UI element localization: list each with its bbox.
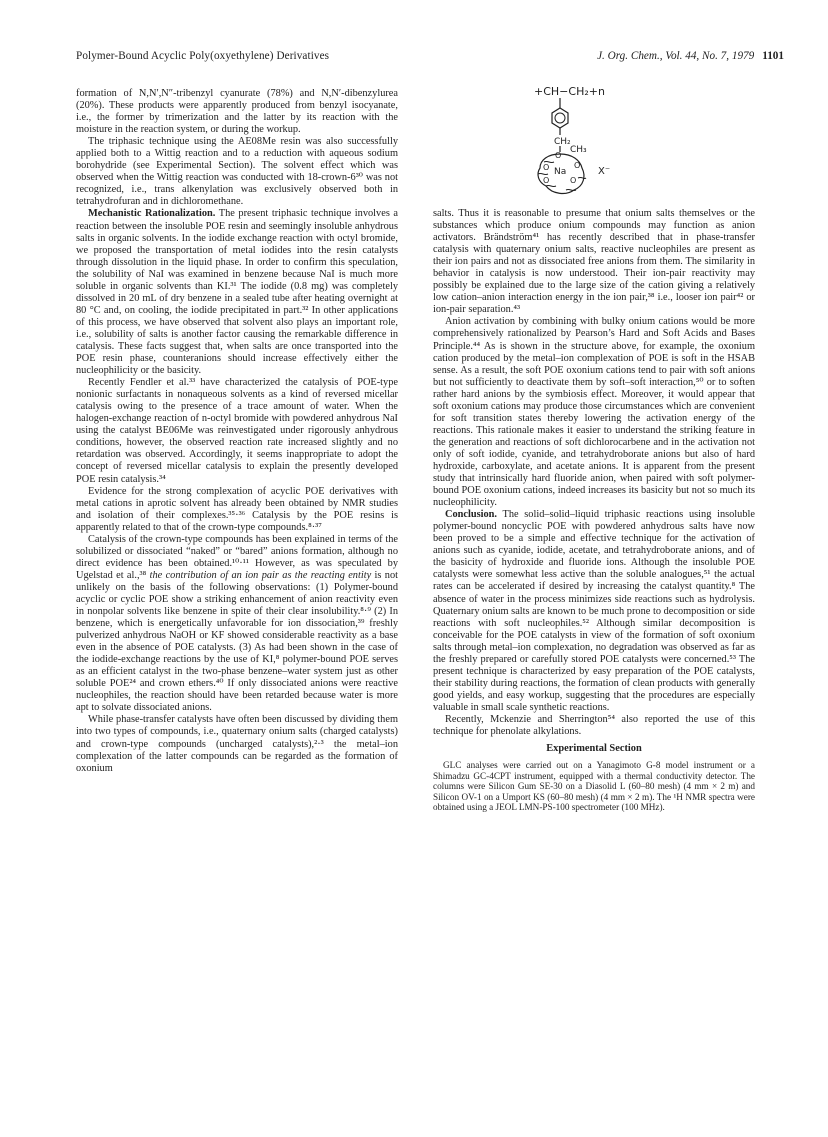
journal-info: J. Org. Chem., Vol. 44, No. 7, 1979 [597,50,755,62]
right-paragraph-3-text: The solid–solid–liquid triphasic reactions using insoluble polymer-bound noncyclic POE with powdered anhydrous salts have now been proved to be a simple and effective technique for the activation of anions such as cyanide, iodide, acetate, and tetrahydroborate anions, and of the basicity of hydroxide and fluoride ions. Although the insoluble POE catalysts were somewhat less active than the soluble analogues,⁵¹ the actual rates can be accelerated if desired by increasing the catalyst quantity.⁸ The absence of water in the process minimizes side reactions such as hydrolysis. Quaternary onium salts are known to be much prone to decomposition or side reactions with soft nucleophiles.⁵² Although similar decomposition is conceivable for the POE catalysts in view of the formation of soft oxonium salts through metal–ion complexation, no degradation was observed as far as the freshly prepared or carefully stored POE catalysts were concerned.⁵³ The present technique is characterized by easy preparation of the POE catalysts, their stability during reactions, the formation of clean products with generally good yields, and easy workup, suggesting that the procedures are especially valuable in small scale synthetic reactions. [433,509,755,713]
section-head-mechanistic: Mechanistic Rationalization. [88,208,216,220]
left-paragraph-6a: Catalysis of the crown-type compounds has been explained in terms of the solubilized or dissociated “naked” or “bared” anions formation, although no direct evidence has been obtained.¹⁰·¹¹ However, as was speculated by Ugelstad et al.,³⁸ [76,533,398,581]
left-paragraph-3-text: The present triphasic technique involves a reaction between the insoluble POE resin and seemingly insoluble anhydrous salts in organic solvents. In the iodide exchange reaction with octyl bromide, we proposed the transportation of metal iodides into the resin catalysts through dissolution in the liquid phase. In order to confirm this speculation, the solubility of NaI was examined in benzene because NaI is much more soluble in organic solvents than KI.³¹ The iodide (0.8 mg) was completely dissolved in 20 mL of dry benzene in a sealed tube after heating overnight at 80 °C and, on cooling, the iodide precipitated in part.³² In other applications of this process, we have observed that solvent also plays an important role, i.e., solubility of salts is another factor causing the remarkable difference in catalysis. These facts suggest that, when salts are once transported into the POE resin phase, counteranions should increase effectively either the nucleophilicity or the basicity. [76,208,398,377]
o-label-4: O [570,176,577,185]
experimental-section-body [433,760,755,813]
left-paragraph-3 [76,208,398,377]
left-paragraph-6-italic: the contribution of an ion pair as the reacting entity [149,569,372,581]
ch3-label: CH₃ [570,145,587,155]
poe-oxonium-structure [530,82,690,204]
o-label-5: O [574,161,581,170]
left-paragraph-5: Evidence for the strong complexation of acyclic POE derivatives with metal cations in aprotic solvent has already been obtained by NMR studies and isolation of their complexes.³⁵·³⁶ Catalysis by the POE resins is apparently related to that of the crown-type compounds.⁸·³⁷ [76,485,398,533]
experimental-paragraph-1: GLC analyses were carried out on a Yanagimoto G-8 model instrument or a Shimadzu GC-4CPT instrument, equipped with a thermal conductivity detector. The columns were Silicon Gum SE-30 on a Diasolid L (60–80 mesh) (4 mm × 2 m) and Silicon OV-1 on a Umport KS (60–80 mesh) (4 mm × 2 m). The ¹H NMR spectra were obtained using a JEOL LMN-PS-100 spectrometer (100 MHz). [433,760,755,813]
na-label: Na [554,167,567,177]
right-column [433,208,755,813]
ch2-label: CH₂ [554,137,571,147]
left-paragraph-7: While phase-transfer catalysts have often been discussed by dividing them into two types of compounds, i.e., quaternary onium salts (charged catalysts) and crown-type compounds (uncharged catalysts),²·³ the metal–ion complexation of the latter compounds can be regarded as the formation of oxonium [76,714,398,774]
journal-citation [597,50,784,62]
o-label-1: O [555,151,562,160]
anion-label: X⁻ [598,166,611,177]
left-paragraph-6 [76,534,398,715]
right-paragraph-1: salts. Thus it is reasonable to presume that onium salts themselves or the substances which produce onium compounds may function as anion activators. Brändström⁴¹ has recently described that in phase-transfer catalysis with quaternary onium salts, reactive nucleophiles are present as their ion pairs and not as dissociated free anions from them. The similarity in behavior in catalysis is now understood. Their ion-pair reactivity may possibly be explained due to the large size of the cation giving a relatively low cation–anion interaction energy in the ion pair,³⁸ i.e., looser ion pair⁴² or ion-pair separation.⁴³ [433,208,755,316]
o-label-2: O [543,163,550,172]
benzene-ring [552,108,568,128]
right-paragraph-2: Anion activation by combining with bulky onium cations would be more comprehensively rationalized by Pearson’s Hard and Soft Acids and Bases Principle.⁴⁴ As is shown in the structure above, for example, the oxonium cation produced by the metal–ion complexation of POE is soft in the HSAB sense. As a result, the soft POE oxonium cations tend to pair with soft anions but not sufficiently to deactivate them by soft–soft interaction,⁵⁰ or to soften rather hard anions by the symbiosis effect. Moreover, it would appear that soft oxonium cations may produce those circumstances which are convenient for soft transition states thereby lowering the activation energy of the reactions. This rationale makes it easier to understand the striking feature in the generation and reactions of soft dichlorocarbene and in the activation not only of soft iodide, cyanide, and tetrahydroborate anions but also of hard hydroxide, carboxylate, and acetate anions. It is apparent from the present study that intrinsically hard fluoride anion, when paired with soft polymer-bound POE oxonium cations, indeed increases its basicity but not so much its nucleophilicity. [433,316,755,509]
left-paragraph-2: The triphasic technique using the AE08Me resin was also successfully applied both to a Wittig reaction and to a reduction with aqueous sodium borohydride (see Experimental Section). The solvent effect which was observed when the Wittig reaction was conducted with 18-crown-6³⁰ was not recognized, i.e., trans alkenylation was exclusively observed both in tetrahydrofuran and in dichloromethane. [76,136,398,208]
right-paragraph-3 [433,509,755,714]
page-number: 1101 [762,50,784,62]
experimental-section-title: Experimental Section [546,743,642,755]
running-title: Polymer-Bound Acyclic Poly(oxyethylene) Derivatives [76,50,330,62]
polymer-repeat-label: +CH−CH₂+n [534,85,605,98]
left-paragraph-1: formation of N,N′,N″-tribenzyl cyanurate (78%) and N,N′-dibenzylurea (20%). These products were apparently produced from benzyl isocyanate, i.e., the former by trimerization and the latter by its reaction with the moisture in the reaction system, or during the workup. [76,88,398,136]
section-head-conclusion: Conclusion. [445,509,498,521]
left-paragraph-4: Recently Fendler et al.³³ have characterized the catalysis of POE-type nonionic surfactants in nonaqueous solvents as a kind of reversed micellar catalysis owing to the presence of a trace amount of water. When the halogen-exchange reaction of n-octyl bromide with powdered anhydrous NaI using the catalyst BE06Me was reinvestigated under rigorously anhydrous conditions, however, the observed reaction rate increased slightly and no retardation was observed. Accordingly, it seems inappropriate to adopt the concept of reversed micellar catalysis to explain the presently developed POE resin catalysis.³⁴ [76,377,398,485]
o-label-3: O [543,176,550,185]
left-paragraph-6b: is not unlikely on the basis of the following observations: (1) Polymer-bound acyclic or cyclic POE show a striking enhancement of anion reactivity even in nonpolar solvents like benzene in spite of their clear insolubility.⁸·⁹ (2) In benzene, which is energetically unfavorable for ion dissociation,³⁹ freshly pulverized anhydrous NaOH or KF showed considerable reactivity as a base even in the absence of POE catalysts. (3) As had been shown in the case of the iodide-exchange reactions by the use of KI,⁸ polymer-bound POE serves as an efficient catalyst in the two-phase benzene–water system just as other soluble POE²⁴ and crown ethers.⁴⁰ If only dissociated anions were reactive nucleophiles, the reaction should have been retarded because water is more apt to solvate dissociated anions. [76,569,398,714]
aromatic-circle [555,113,565,123]
right-paragraph-4: Recently, Mckenzie and Sherrington⁵⁴ also reported the use of this technique for phenolate alkylations. [433,713,755,738]
left-column [76,88,398,775]
